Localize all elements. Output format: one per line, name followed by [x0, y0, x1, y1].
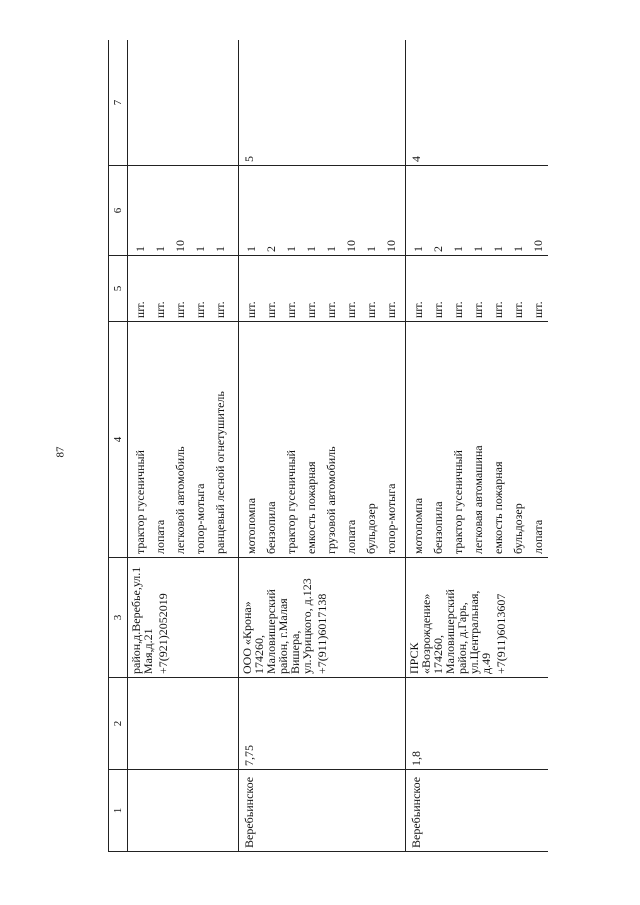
- org-line: Вишера,: [288, 630, 302, 674]
- settlement-cell: Веребьинское: [406, 770, 549, 852]
- quantity-cell: [406, 166, 549, 256]
- item-name: трактор гусеничный: [451, 450, 465, 554]
- quantity: 1: [133, 246, 147, 252]
- unit: шт.: [364, 301, 378, 318]
- item-name: ранцевый лесной огнетушитель: [213, 391, 227, 554]
- quantity: 2: [431, 246, 445, 252]
- quantity-cell: [128, 166, 239, 256]
- org-phone: +7(921)2052019: [156, 593, 170, 674]
- unit: шт.: [411, 301, 425, 318]
- items-cell: [239, 322, 406, 558]
- column-header: 5: [109, 256, 128, 322]
- unit: шт.: [284, 301, 298, 318]
- units-cell: [128, 256, 239, 322]
- quantity: 1: [471, 246, 485, 252]
- item-name: мотопомпа: [244, 497, 258, 554]
- unit: шт.: [133, 301, 147, 318]
- table-row: [128, 40, 239, 852]
- items-cell: [406, 322, 549, 558]
- column-header: 3: [109, 558, 128, 678]
- item-name: трактор гусеничный: [133, 450, 147, 554]
- item-name: мотопомпа: [411, 497, 425, 554]
- units-cell: [239, 256, 406, 322]
- quantity: 10: [173, 240, 187, 252]
- items-cell: [128, 322, 239, 558]
- quantity: 1: [304, 246, 318, 252]
- item-name: бензопила: [264, 501, 278, 554]
- column-header: 1: [109, 770, 128, 852]
- unit: шт.: [244, 301, 258, 318]
- equipment-table: [108, 40, 548, 852]
- unit: шт.: [153, 301, 167, 318]
- unit: шт.: [451, 301, 465, 318]
- unit: шт.: [511, 301, 525, 318]
- item-name: грузовой автомобиль: [324, 446, 338, 554]
- settlement-cell: [128, 770, 239, 852]
- column-7-cell: [128, 40, 239, 166]
- quantity: 1: [491, 246, 505, 252]
- column-header: 6: [109, 166, 128, 256]
- quantity: 10: [344, 240, 358, 252]
- item-name: емкость пожарная: [491, 461, 505, 554]
- quantity: 10: [384, 240, 398, 252]
- item-name: емкость пожарная: [304, 461, 318, 554]
- item-name: легковая автомашина: [471, 445, 485, 554]
- item-name: лопата: [153, 519, 167, 554]
- quantity: 1: [284, 246, 298, 252]
- unit: шт.: [193, 301, 207, 318]
- org-line: ул.Урицкого, д.123: [300, 578, 314, 674]
- column-header: 4: [109, 322, 128, 558]
- quantity: 1: [511, 246, 525, 252]
- org-phone: +7(911)6013607: [494, 593, 508, 674]
- org-line: район, г.Малая: [276, 598, 290, 674]
- org-line: район, д.Гарь,: [455, 602, 469, 674]
- item-name: лопата: [531, 519, 545, 554]
- area-cell: 1,8: [406, 678, 549, 770]
- org-line: «Возрождение»: [419, 593, 433, 674]
- unit: шт.: [471, 301, 485, 318]
- org-line: Маловишерский: [443, 589, 457, 674]
- page-number: 87: [54, 446, 67, 458]
- item-name: бульдозер: [511, 503, 525, 554]
- organization-cell: [406, 558, 549, 678]
- unit: шт.: [304, 301, 318, 318]
- unit: шт.: [173, 301, 187, 318]
- item-name: трактор гусеничный: [284, 450, 298, 554]
- table-row: [239, 40, 406, 852]
- quantity: 1: [153, 246, 167, 252]
- unit: шт.: [531, 301, 545, 318]
- organization-cell: [128, 558, 239, 678]
- item-name: топор-мотыга: [193, 483, 207, 554]
- org-line: ООО «Крона»: [240, 601, 254, 674]
- unit: шт.: [384, 301, 398, 318]
- rotated-content: [108, 40, 548, 852]
- header-row: [109, 40, 128, 852]
- quantity: 1: [244, 246, 258, 252]
- column-7-cell: 5: [239, 40, 406, 166]
- table-row: [406, 40, 549, 852]
- item-name: топор-мотыга: [384, 483, 398, 554]
- quantity: 10: [531, 240, 545, 252]
- unit: шт.: [324, 301, 338, 318]
- settlement-cell: Веребьинское: [239, 770, 406, 852]
- area-cell: [128, 678, 239, 770]
- column-header: 7: [109, 40, 128, 166]
- units-cell: [406, 256, 549, 322]
- unit: шт.: [491, 301, 505, 318]
- column-7-cell: 4: [406, 40, 549, 166]
- quantity: 1: [411, 246, 425, 252]
- quantity: 1: [324, 246, 338, 252]
- unit: шт.: [431, 301, 445, 318]
- unit: шт.: [344, 301, 358, 318]
- unit: шт.: [264, 301, 278, 318]
- org-line: д.49: [479, 652, 493, 674]
- quantity: 1: [213, 246, 227, 252]
- rotated-table-area: [108, 40, 548, 852]
- quantity: 1: [193, 246, 207, 252]
- item-name: бензопила: [431, 501, 445, 554]
- org-line: ПРСК: [407, 642, 421, 674]
- org-line: Маловишерский: [264, 589, 278, 674]
- org-line: район,д.Веребье,ул.1 Мая,д.21: [129, 566, 155, 674]
- org-line: 174260,: [431, 635, 445, 674]
- area-cell: 7,75: [239, 678, 406, 770]
- org-line: ул.Центральная,: [467, 590, 481, 674]
- organization-cell: [239, 558, 406, 678]
- item-name: бульдозер: [364, 503, 378, 554]
- org-line: 174260,: [252, 635, 266, 674]
- org-phone: +7(911)6017138: [315, 593, 329, 674]
- column-header: 2: [109, 678, 128, 770]
- item-name: легковой автомобиль: [173, 446, 187, 554]
- quantity: 1: [451, 246, 465, 252]
- item-name: лопата: [344, 519, 358, 554]
- quantity-cell: [239, 166, 406, 256]
- quantity: 1: [364, 246, 378, 252]
- quantity: 2: [264, 246, 278, 252]
- unit: шт.: [213, 301, 227, 318]
